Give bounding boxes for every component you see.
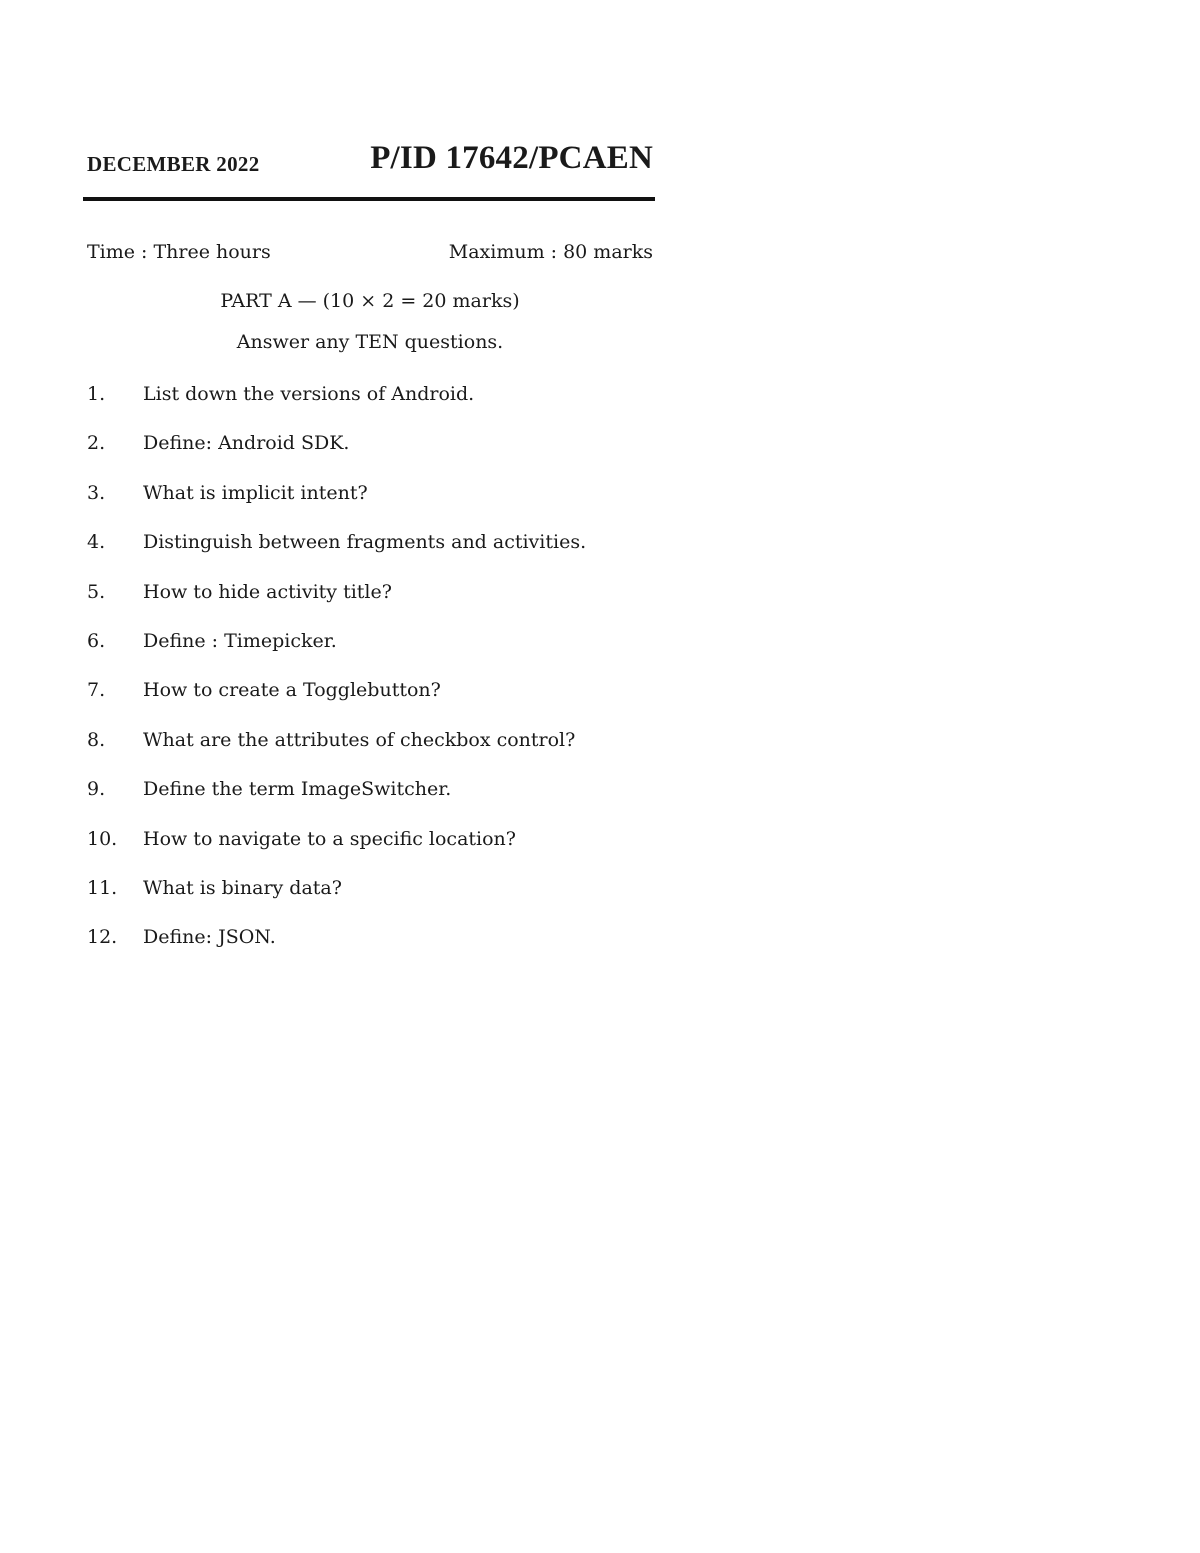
header-divider [83, 197, 655, 201]
question-number: 1. [87, 383, 106, 405]
question-text: How to create a Togglebutton? [143, 679, 441, 702]
paper-code: P/ID 17642/PCAEN [370, 140, 653, 176]
question-item [87, 528, 687, 577]
exam-header [87, 140, 653, 190]
question-text: What is implicit intent? [143, 481, 368, 504]
question-number: 12. [87, 926, 118, 949]
part-a-heading: PART A — (10 × 2 = 20 marks) [220, 290, 520, 312]
question-text: Define : Timepicker. [143, 629, 337, 652]
question-number: 6. [87, 629, 106, 652]
question-item [87, 627, 687, 676]
question-text: Define the term ImageSwitcher. [143, 778, 452, 801]
question-item [87, 578, 687, 627]
question-item [87, 676, 687, 725]
question-number: 2. [87, 432, 106, 455]
exam-duration: Time : Three hours [87, 241, 271, 263]
question-item [87, 429, 687, 478]
question-item [87, 775, 687, 824]
question-text: Distinguish between fragments and activities. [143, 531, 587, 554]
question-text: Define: JSON. [143, 926, 276, 949]
question-number: 8. [87, 728, 106, 751]
question-text: List down the versions of Android. [143, 383, 475, 405]
question-number: 9. [87, 778, 106, 801]
question-text: Define: Android SDK. [143, 432, 350, 455]
question-text: How to hide activity title? [143, 580, 392, 603]
maximum-marks: Maximum : 80 marks [448, 241, 653, 263]
part-a-instruction: Answer any TEN questions. [236, 331, 504, 353]
exam-meta [87, 241, 653, 271]
question-number: 4. [87, 531, 106, 554]
question-text: How to navigate to a specific location? [143, 827, 516, 850]
question-number: 10. [87, 827, 118, 850]
question-number: 7. [87, 679, 106, 702]
exam-date: DECEMBER 2022 [87, 152, 260, 176]
question-item [87, 825, 687, 874]
question-item [87, 380, 687, 429]
question-text: What are the attributes of checkbox control? [143, 728, 576, 751]
question-text: What is binary data? [143, 876, 342, 899]
question-list [87, 380, 687, 973]
question-item [87, 726, 687, 775]
question-item [87, 923, 687, 972]
question-item [87, 874, 687, 923]
question-item [87, 479, 687, 528]
question-number: 5. [87, 580, 106, 603]
question-number: 11. [87, 876, 118, 899]
question-number: 3. [87, 481, 106, 504]
